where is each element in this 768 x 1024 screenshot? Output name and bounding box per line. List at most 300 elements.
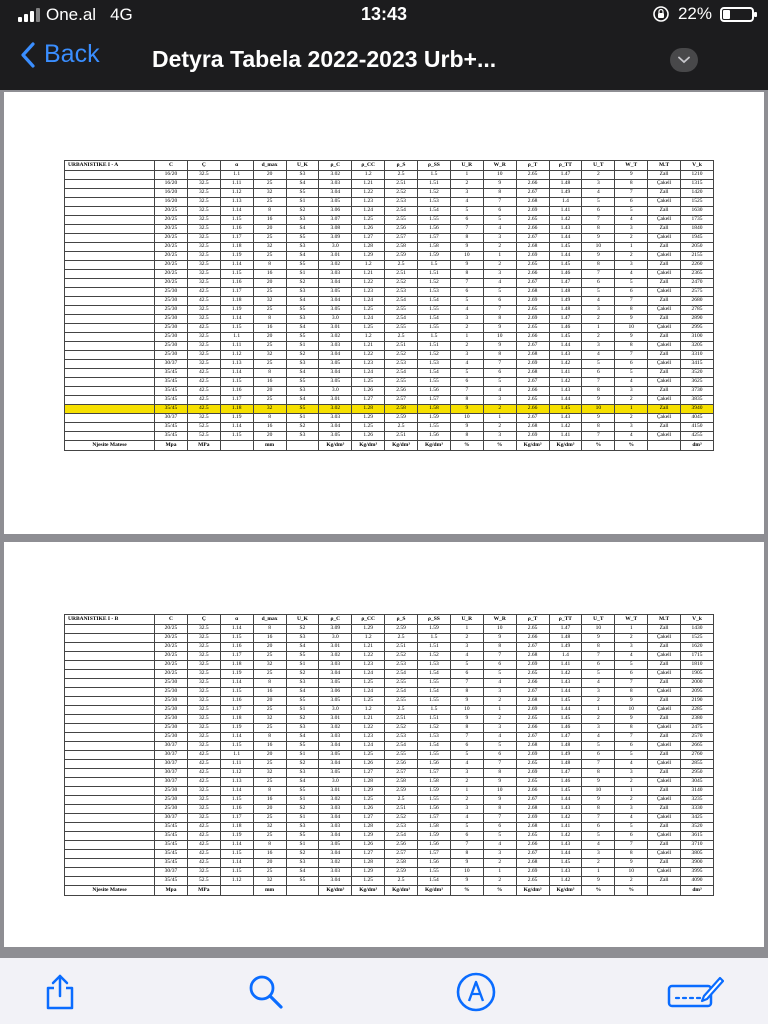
table-cell: 16/20 — [155, 198, 188, 207]
column-header: U_R — [450, 161, 483, 171]
table-cell: 6 — [450, 670, 483, 679]
table-cell: 2.51 — [385, 805, 418, 814]
table-cell: 3415 — [681, 360, 714, 369]
table-cell: 2.65 — [516, 877, 549, 886]
table-cell: 1.46 — [549, 724, 582, 733]
table-cell: 20 — [253, 171, 286, 180]
table-cell: 1.5 — [418, 171, 451, 180]
table-cell: 1.14 — [220, 207, 253, 216]
table-cell: 1 — [483, 868, 516, 877]
table-cell: 2.55 — [385, 679, 418, 688]
table-cell: 9 — [483, 796, 516, 805]
table-cell: 1.19 — [220, 252, 253, 261]
table-cell: 3.02 — [319, 796, 352, 805]
table-cell: 10 — [450, 414, 483, 423]
table-cell: 1430 — [681, 625, 714, 634]
table-cell: 1.56 — [418, 387, 451, 396]
table-cell: 35/45 — [155, 432, 188, 441]
table-cell: 5 — [582, 288, 615, 297]
table-cell: 10 — [582, 243, 615, 252]
table-cell: 2.52 — [385, 724, 418, 733]
table-cell: 4 — [615, 216, 648, 225]
table-cell: 1.48 — [549, 180, 582, 189]
table-row — [65, 171, 714, 180]
table-cell: 1.22 — [352, 189, 385, 198]
unit-cell — [220, 886, 253, 896]
table-row — [65, 270, 714, 279]
table-title: URBANISTIKE I - A — [65, 161, 155, 171]
table-cell: 2.51 — [385, 643, 418, 652]
table-cell: 1.52 — [418, 652, 451, 661]
table-row — [65, 787, 714, 796]
table-cell: 1.29 — [352, 625, 385, 634]
table-cell: 2680 — [681, 297, 714, 306]
table-cell: 20/25 — [155, 625, 188, 634]
table-cell: 3940 — [681, 405, 714, 414]
table-cell: 3900 — [681, 859, 714, 868]
table-cell: 5 — [615, 751, 648, 760]
table-cell: 32.5 — [187, 315, 220, 324]
battery-percent: 22% — [677, 4, 712, 23]
table-cell: Zall — [648, 333, 681, 342]
table-cell: S5 — [286, 697, 319, 706]
table-cell: 1 — [483, 414, 516, 423]
table-cell: 1.24 — [352, 742, 385, 751]
table-cell: 20/25 — [155, 634, 188, 643]
table-cell: 32.5 — [187, 742, 220, 751]
table-cell: 1.53 — [418, 198, 451, 207]
table-cell: 20 — [253, 859, 286, 868]
table-row — [65, 180, 714, 189]
table-cell: 8 — [253, 733, 286, 742]
table-cell: 5 — [450, 823, 483, 832]
table-cell: S3 — [286, 171, 319, 180]
column-header: ρ_C — [319, 615, 352, 625]
table-cell: 1.23 — [352, 733, 385, 742]
table-cell: 1.25 — [352, 324, 385, 333]
table-cell: 4 — [615, 378, 648, 387]
table-cell: 1.19 — [220, 414, 253, 423]
table-cell: Çakell — [648, 432, 681, 441]
table-cell: Çakell — [648, 288, 681, 297]
table-cell: 1.29 — [352, 832, 385, 841]
table-cell: 3.02 — [319, 261, 352, 270]
table-cell: 2.65 — [516, 261, 549, 270]
table-cell: 25/30 — [155, 342, 188, 351]
table-cell: 2095 — [681, 688, 714, 697]
table-cell: 1.59 — [418, 832, 451, 841]
table-cell: 8 — [582, 769, 615, 778]
table-cell: Zall — [648, 225, 681, 234]
table-row — [65, 868, 714, 877]
table-cell: 1905 — [681, 670, 714, 679]
table-cell: 42.5 — [187, 859, 220, 868]
column-header: V_k — [681, 161, 714, 171]
table-cell: 8 — [253, 369, 286, 378]
table-cell: 8 — [450, 850, 483, 859]
table-cell: 9 — [582, 778, 615, 787]
table-cell: 3.09 — [319, 625, 352, 634]
table-cell: 4 — [483, 733, 516, 742]
table-row — [65, 760, 714, 769]
table-cell: 1.57 — [418, 234, 451, 243]
row-label-cell — [65, 180, 155, 189]
network-label: 4G — [110, 5, 133, 24]
table-cell: 1.24 — [352, 670, 385, 679]
table-cell: S1 — [286, 814, 319, 823]
table-cell: 1.1 — [220, 171, 253, 180]
table-cell: 4 — [615, 270, 648, 279]
table-cell: 6 — [483, 751, 516, 760]
table-cell: 2000 — [681, 679, 714, 688]
column-header: α — [220, 161, 253, 171]
table-header-row — [65, 161, 714, 171]
table-row — [65, 733, 714, 742]
table-cell: 3615 — [681, 832, 714, 841]
table-cell: 1.43 — [549, 351, 582, 360]
table-cell: 2.55 — [385, 378, 418, 387]
table-cell: 2.67 — [516, 234, 549, 243]
table-cell: 7 — [450, 733, 483, 742]
back-button[interactable] — [20, 40, 100, 69]
table-row — [65, 288, 714, 297]
table-cell: 1.15 — [220, 634, 253, 643]
table-cell: S3 — [286, 315, 319, 324]
table-cell: 3 — [582, 724, 615, 733]
table-cell: 8 — [450, 270, 483, 279]
table-cell: 3.0 — [319, 634, 352, 643]
table-cell: 6 — [450, 378, 483, 387]
table-cell: 8 — [483, 189, 516, 198]
table-cell: 8 — [582, 805, 615, 814]
table-cell: 32 — [253, 823, 286, 832]
table-cell: 9 — [615, 859, 648, 868]
table-row — [65, 243, 714, 252]
table-cell: 2760 — [681, 751, 714, 760]
table-cell: 1.16 — [220, 643, 253, 652]
table-cell: 3835 — [681, 396, 714, 405]
table-cell: Zall — [648, 369, 681, 378]
table-cell: 25 — [253, 670, 286, 679]
unit-cell: dm³ — [681, 886, 714, 896]
table-cell: 1.51 — [418, 715, 451, 724]
table-cell: 1.25 — [352, 796, 385, 805]
table-cell: 3.07 — [319, 216, 352, 225]
table-cell: 25 — [253, 868, 286, 877]
status-right — [652, 4, 754, 24]
table-cell: 1.55 — [418, 868, 451, 877]
column-header: ρ_T — [516, 161, 549, 171]
table-cell: 32 — [253, 715, 286, 724]
table-cell: 3.06 — [319, 207, 352, 216]
table-cell: 1 — [582, 706, 615, 715]
orientation-lock-icon — [652, 5, 670, 23]
table-cell: 1.42 — [549, 877, 582, 886]
table-cell: Zall — [648, 625, 681, 634]
table-cell: 32.5 — [187, 234, 220, 243]
table-cell: 1840 — [681, 225, 714, 234]
table-cell: S2 — [286, 423, 319, 432]
table-cell: 3.04 — [319, 423, 352, 432]
table-cell: S3 — [286, 634, 319, 643]
row-label-cell — [65, 405, 155, 414]
table-cell: 2.66 — [516, 679, 549, 688]
table-cell: 3.05 — [319, 679, 352, 688]
table-cell: 1.44 — [549, 850, 582, 859]
table-cell: 20/25 — [155, 243, 188, 252]
table-cell: 1 — [450, 625, 483, 634]
table-cell: 10 — [615, 324, 648, 333]
table-cell: 1.2 — [352, 261, 385, 270]
row-label-cell — [65, 252, 155, 261]
table-cell: 2.66 — [516, 405, 549, 414]
table-cell: 1.17 — [220, 396, 253, 405]
table-cell: 3.05 — [319, 841, 352, 850]
table-cell: 1.26 — [352, 387, 385, 396]
row-label-cell — [65, 670, 155, 679]
table-cell: 32 — [253, 877, 286, 886]
table-cell: 3520 — [681, 369, 714, 378]
table-cell: 1.45 — [549, 697, 582, 706]
table-row — [65, 715, 714, 724]
table-cell: Zall — [648, 805, 681, 814]
table-cell: 2.65 — [516, 778, 549, 787]
table-row — [65, 279, 714, 288]
table-cell: 25 — [253, 342, 286, 351]
table-cell: 1.25 — [352, 423, 385, 432]
table-row — [65, 661, 714, 670]
table-cell: 6 — [615, 670, 648, 679]
row-label-cell — [65, 841, 155, 850]
table-cell: 5 — [483, 742, 516, 751]
table-cell: 1.41 — [549, 207, 582, 216]
table-cell: 1.14 — [220, 261, 253, 270]
unit-cell: MPa — [187, 441, 220, 451]
table-cell: Çakell — [648, 216, 681, 225]
table-cell: 4 — [483, 279, 516, 288]
table-cell: 8 — [253, 841, 286, 850]
table-cell: Zall — [648, 387, 681, 396]
table-cell: 10 — [450, 868, 483, 877]
table-cell: 2.54 — [385, 742, 418, 751]
table-cell: 1.22 — [352, 351, 385, 360]
table-cell: 1.28 — [352, 778, 385, 787]
signature-button[interactable] — [666, 970, 724, 1014]
table-cell: 2.59 — [385, 868, 418, 877]
row-label-cell — [65, 769, 155, 778]
table-cell: 2 — [483, 423, 516, 432]
pdf-page-2[interactable] — [4, 542, 764, 947]
table-cell: 42.5 — [187, 850, 220, 859]
table-cell: 1 — [615, 787, 648, 796]
table-cell: S5 — [286, 234, 319, 243]
table-cell: 1.54 — [418, 742, 451, 751]
table-cell: 3 — [483, 432, 516, 441]
unit-cell — [648, 886, 681, 896]
table-cell: 5 — [450, 297, 483, 306]
table-cell: 16 — [253, 634, 286, 643]
table-cell: 1.51 — [418, 270, 451, 279]
table-cell: 2 — [483, 859, 516, 868]
unit-cell: Kg/dm³ — [385, 441, 418, 451]
table-cell: 2380 — [681, 715, 714, 724]
table-cell: 1.52 — [418, 189, 451, 198]
markup-button[interactable] — [454, 970, 498, 1014]
table-cell: 1.55 — [418, 679, 451, 688]
table-cell: 7 — [483, 652, 516, 661]
table-cell: 3.04 — [319, 877, 352, 886]
table-cell: S4 — [286, 369, 319, 378]
table-cell: 1.18 — [220, 297, 253, 306]
table-row — [65, 742, 714, 751]
table-cell: 2.68 — [516, 823, 549, 832]
table-cell: 3.05 — [319, 360, 352, 369]
table-title: URBANISTIKE I - B — [65, 615, 155, 625]
table-cell: 9 — [483, 180, 516, 189]
table-cell: 1.25 — [352, 751, 385, 760]
table-cell: 1.18 — [220, 823, 253, 832]
table-cell: 7 — [582, 814, 615, 823]
table-cell: 32 — [253, 661, 286, 670]
table-cell: 4 — [483, 841, 516, 850]
table-cell: 1.56 — [418, 432, 451, 441]
table-cell: 2.66 — [516, 724, 549, 733]
table-cell: 2.5 — [385, 261, 418, 270]
row-label-cell — [65, 261, 155, 270]
table-cell: 1.24 — [352, 297, 385, 306]
share-button[interactable] — [38, 970, 82, 1014]
table-cell: 1620 — [681, 643, 714, 652]
units-label: Njesite Matese — [65, 441, 155, 451]
table-cell: 3.03 — [319, 414, 352, 423]
unit-cell: % — [450, 441, 483, 451]
row-label-cell — [65, 378, 155, 387]
table-cell: 1.15 — [220, 324, 253, 333]
table-row — [65, 396, 714, 405]
table-cell: 32 — [253, 769, 286, 778]
table-cell: S4 — [286, 688, 319, 697]
table-cell: 3730 — [681, 387, 714, 396]
row-label-cell — [65, 423, 155, 432]
table-cell: 3.04 — [319, 742, 352, 751]
table-cell: S5 — [286, 405, 319, 414]
table-cell: 1.15 — [220, 868, 253, 877]
table-cell: S1 — [286, 751, 319, 760]
table-cell: 1 — [483, 706, 516, 715]
table-cell: 1.14 — [220, 625, 253, 634]
table-cell: 2.68 — [516, 859, 549, 868]
table-cell: 1.49 — [549, 643, 582, 652]
table-cell: 16 — [253, 742, 286, 751]
table-cell: 2.54 — [385, 297, 418, 306]
table-cell: 1.17 — [220, 706, 253, 715]
row-label-cell — [65, 733, 155, 742]
row-label-cell — [65, 832, 155, 841]
pdf-page-1[interactable] — [4, 92, 764, 534]
table-cell: 9 — [582, 634, 615, 643]
table-cell: Çakell — [648, 814, 681, 823]
table-cell: 2.59 — [385, 787, 418, 796]
table-cell: Zall — [648, 823, 681, 832]
table-cell: 5 — [483, 216, 516, 225]
table-cell: Çakell — [648, 688, 681, 697]
table-cell: 25/30 — [155, 787, 188, 796]
table-cell: 25/30 — [155, 306, 188, 315]
table-cell: 1.43 — [549, 387, 582, 396]
table-row — [65, 207, 714, 216]
table-cell: 1.12 — [220, 351, 253, 360]
table-cell: 16 — [253, 688, 286, 697]
table-cell: 2.69 — [516, 661, 549, 670]
table-cell: 2.69 — [516, 252, 549, 261]
table-cell: 9 — [450, 243, 483, 252]
table-cell: 20/25 — [155, 216, 188, 225]
table-cell: 1.48 — [549, 306, 582, 315]
table-cell: 25/30 — [155, 324, 188, 333]
table-cell: 1.54 — [418, 877, 451, 886]
table-cell: S5 — [286, 652, 319, 661]
table-cell: 1.28 — [352, 243, 385, 252]
table-cell: 2 — [483, 877, 516, 886]
table-cell: 7 — [582, 652, 615, 661]
row-label-cell — [65, 369, 155, 378]
table-cell: 16 — [253, 270, 286, 279]
table-cell: 1.56 — [418, 859, 451, 868]
table-cell: 4045 — [681, 414, 714, 423]
table-cell: 1.55 — [418, 423, 451, 432]
table-cell: 1.19 — [220, 670, 253, 679]
table-cell: 2365 — [681, 270, 714, 279]
table-cell: 1.14 — [220, 369, 253, 378]
table-row — [65, 679, 714, 688]
table-cell: 3710 — [681, 841, 714, 850]
table-cell: 1.14 — [220, 859, 253, 868]
table-cell: S3 — [286, 288, 319, 297]
table-cell: 35/45 — [155, 405, 188, 414]
table-cell: 1.56 — [418, 760, 451, 769]
table-cell: 2.69 — [516, 868, 549, 877]
table-cell: 5 — [582, 832, 615, 841]
table-cell: 2.51 — [385, 342, 418, 351]
table-cell: 16/20 — [155, 189, 188, 198]
table-cell: 35/45 — [155, 841, 188, 850]
unit-cell: Mpa — [155, 441, 188, 451]
unit-cell: % — [615, 441, 648, 451]
table-cell: Çakell — [648, 270, 681, 279]
title-menu-button[interactable] — [670, 48, 698, 72]
table-cell: 1.5 — [418, 333, 451, 342]
row-label-cell — [65, 868, 155, 877]
row-label-cell — [65, 724, 155, 733]
table-cell: 1.41 — [549, 369, 582, 378]
column-header: U_R — [450, 615, 483, 625]
table-cell: 16 — [253, 423, 286, 432]
table-cell: 8 — [483, 769, 516, 778]
table-cell: 2570 — [681, 733, 714, 742]
search-button[interactable] — [244, 970, 288, 1014]
table-cell: S2 — [286, 207, 319, 216]
table-cell: S3 — [286, 859, 319, 868]
table-cell: 2.68 — [516, 288, 549, 297]
table-cell: 1.1 — [220, 333, 253, 342]
table-cell: 1 — [615, 625, 648, 634]
table-cell: 1.44 — [549, 688, 582, 697]
table-cell: 2.52 — [385, 351, 418, 360]
table-cell: 5 — [450, 369, 483, 378]
table-cell: 4090 — [681, 877, 714, 886]
table-cell: 1.47 — [549, 171, 582, 180]
table-cell: 2 — [615, 252, 648, 261]
